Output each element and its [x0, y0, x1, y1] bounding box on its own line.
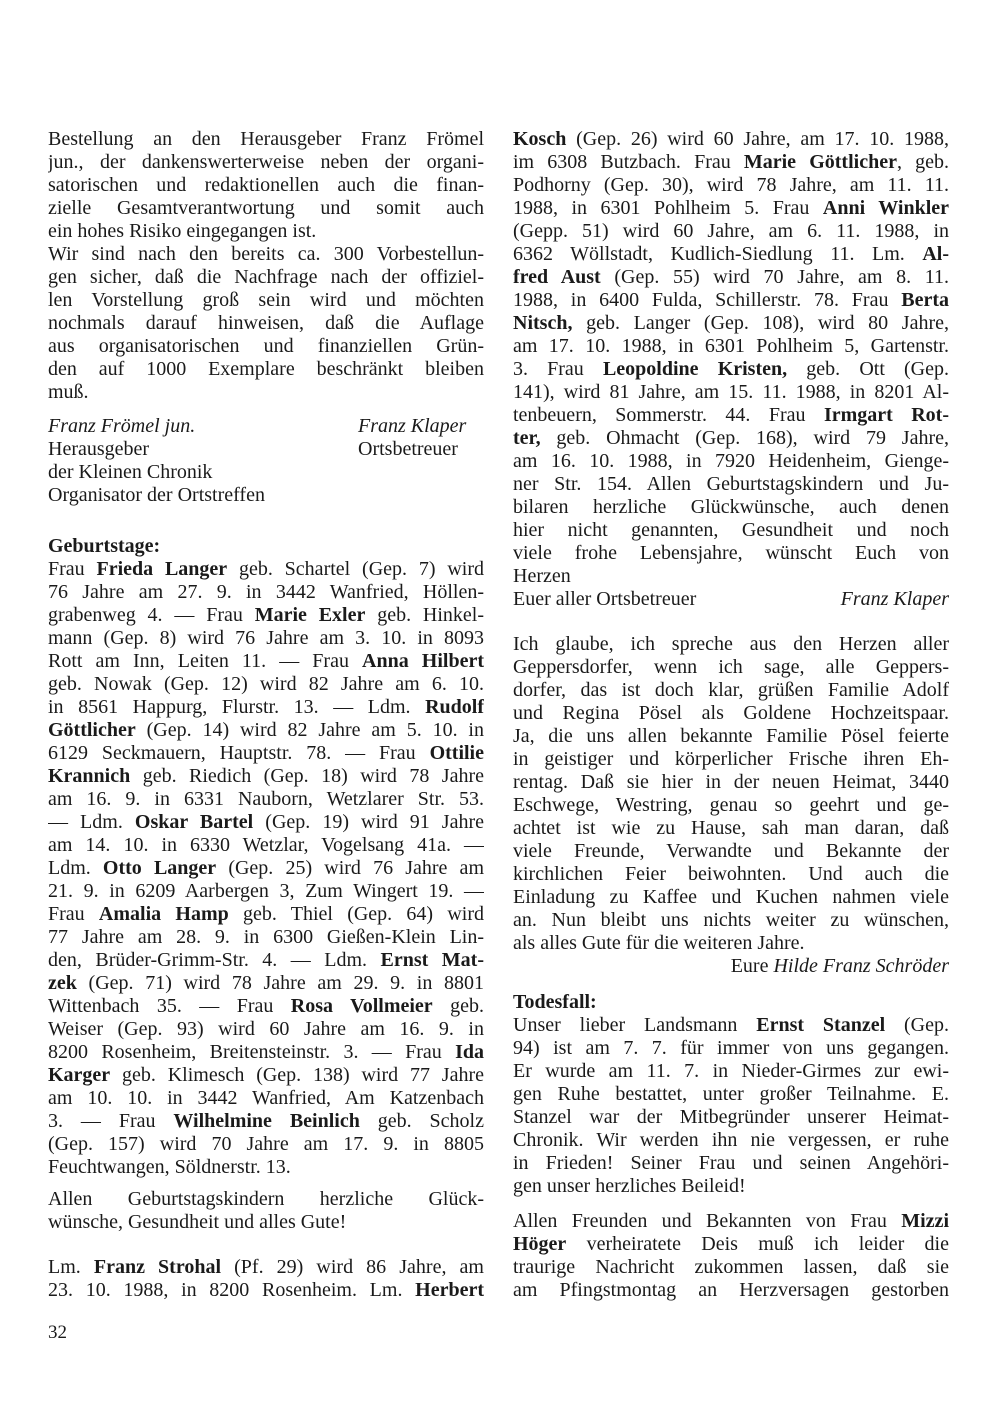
person-name: Mizzi	[901, 1210, 949, 1232]
text-line	[48, 128, 484, 151]
person-name: ter,	[513, 427, 541, 449]
person-name: Herbert	[415, 1279, 484, 1301]
text-run: (Gepp. 51) wird 60 Jahre, am 6. 11. 1988, in	[513, 220, 949, 242]
text-run: Frau	[48, 558, 97, 580]
left-column	[48, 0, 484, 1413]
text-run: Euer aller Ortsbetreuer	[513, 588, 697, 610]
text-run: am 16. 10. 1988, in 7920 Heidenheim, Gienge-	[513, 450, 949, 472]
person-name: Irmgart Rot-	[823, 404, 949, 426]
text-run: geb. Ohmacht (Gep. 168), wird 79 Jahre,	[540, 427, 949, 449]
text-line	[48, 289, 484, 312]
text-line	[48, 220, 484, 243]
text-run: (Gep. 14) wird 82 Jahre am 5. 10. in	[135, 719, 484, 741]
death-notice-section	[513, 991, 949, 1198]
text-line	[48, 1188, 484, 1211]
text-run: 1988, in 6400 Fulda, Schillerstr. 78. Frau	[513, 289, 902, 311]
signature-row	[48, 484, 484, 507]
text-line	[513, 335, 949, 358]
text-line	[513, 863, 949, 886]
birthdays-continued-paragraph	[513, 128, 949, 588]
text-run: Ortsbetreuer	[358, 438, 458, 460]
text-run: achtet ist wie zu Hause, sah man daran, daß	[513, 817, 949, 839]
text-run: (Gep. 157) wird 70 Jahre am 17. 9. in 8805	[48, 1133, 484, 1155]
text-run: (Gep. 26) wird 60 Jahre, am 17. 10. 1988,	[566, 128, 949, 150]
person-name: Karger	[48, 1064, 111, 1086]
text-line	[48, 358, 484, 381]
text-run: den auf 1000 Exemplare beschränkt bleiben	[48, 358, 484, 380]
text-line	[513, 358, 949, 381]
golden-wedding-paragraph	[513, 633, 949, 955]
text-run: geb. Hinkel-	[365, 604, 484, 626]
text-run: im 6308 Butzbach. Frau	[513, 151, 744, 173]
text-run: satorischen und redaktionellen auch die finan-	[48, 174, 484, 196]
text-run: Podhorny (Gep. 30), wird 78 Jahre, am 11. 11.	[513, 174, 949, 196]
signature-right	[731, 955, 949, 978]
text-run: in 8561 Happurg, Flurstr. 13. — Ldm.	[48, 696, 426, 718]
signature-right	[358, 438, 458, 461]
text-run: Weiser (Gep. 93) wird 60 Jahre am 16. 9. in	[48, 1018, 484, 1040]
person-name: Wilhelmine Beinlich	[173, 1110, 360, 1132]
section-heading: Geburtstage:	[48, 535, 161, 557]
text-run: geb. Scholz	[359, 1110, 484, 1132]
text-line	[48, 581, 484, 604]
text-run: muß.	[48, 381, 89, 403]
text-line	[48, 1256, 484, 1279]
strohal-paragraph	[48, 1256, 484, 1302]
person-name: Amalia Hamp	[98, 903, 229, 925]
text-run: Bestellung an den Herausgeber Franz Frömel	[48, 128, 484, 150]
text-run: Organisator der Ortstreffen	[48, 484, 265, 506]
text-line	[513, 473, 949, 496]
text-run: hier nicht genannten, Gesundheit und noch	[513, 519, 949, 541]
text-run: tenbeuern, Sommerstr. 44. Frau	[513, 404, 824, 426]
signature-row	[48, 438, 484, 461]
text-run: Eschwege, Westring, genau so geehrt und ge-	[513, 794, 949, 816]
text-run: (Gep. 25) wird 76 Jahre am	[216, 857, 484, 879]
text-line	[513, 1060, 949, 1083]
text-run: Ldm.	[48, 857, 103, 879]
person-name: Frieda Langer	[96, 558, 228, 580]
person-name: Rosa Vollmeier	[290, 995, 433, 1017]
text-line	[513, 886, 949, 909]
signature-row	[48, 415, 484, 438]
text-run: 23. 10. 1988, in 8200 Rosenheim. Lm.	[48, 1279, 416, 1301]
text-run: Geppersdorfer, wenn ich sage, alle Geppers-	[513, 656, 949, 678]
text-line	[513, 656, 949, 679]
person-name: Franz Strohal	[93, 1256, 222, 1278]
text-line	[48, 1133, 484, 1156]
text-run: (Gep. 19) wird 91 Jahre	[253, 811, 484, 833]
person-name: zek	[48, 972, 77, 994]
text-line	[513, 289, 949, 312]
person-name: Ida	[455, 1041, 484, 1063]
text-run: geb. Schartel (Gep. 7) wird	[227, 558, 484, 580]
ortsbetreuer-signature	[513, 588, 949, 611]
text-line	[48, 673, 484, 696]
text-run: wünsche, Gesundheit und alles Gute!	[48, 1211, 347, 1233]
signature-block	[48, 415, 484, 507]
text-run: in geistiger und körperlicher Frische ihren Eh-	[513, 748, 949, 770]
person-name: Marie Exler	[254, 604, 366, 626]
person-name: Nitsch,	[513, 312, 573, 334]
text-run: grabenweg 4. — Frau	[48, 604, 255, 626]
right-column	[513, 0, 949, 1413]
text-line	[513, 748, 949, 771]
intro-paragraph	[48, 128, 484, 243]
text-run: 3. — Frau	[48, 1110, 174, 1132]
text-line	[48, 811, 484, 834]
text-run: jun., der dankenswerterweise neben der organi-	[48, 151, 484, 173]
text-run: , geb.	[896, 151, 949, 173]
person-name: Krannich	[48, 765, 131, 787]
text-run: Ja, die uns allen bekannte Familie Pösel feierte	[513, 725, 949, 747]
text-line	[513, 1233, 949, 1256]
text-line	[513, 565, 949, 588]
text-line	[513, 725, 949, 748]
signature-name: Franz Frömel jun.	[48, 415, 196, 437]
signature-row	[48, 461, 484, 484]
text-line	[513, 519, 949, 542]
signature-left	[48, 484, 265, 507]
text-run: Stanzel war der Mitbegründer unserer Heimat-	[513, 1106, 949, 1128]
text-line	[513, 771, 949, 794]
text-run: mann (Gep. 8) wird 76 Jahre am 3. 10. in 8093	[48, 627, 484, 649]
text-run: 76 Jahre am 27. 9. in 3442 Wanfried, Höllen-	[48, 581, 484, 603]
text-line	[513, 932, 949, 955]
text-line	[513, 312, 949, 335]
signature-right	[841, 588, 949, 611]
text-line	[48, 1064, 484, 1087]
person-name: Göttlicher	[48, 719, 136, 741]
text-run: 3. Frau	[513, 358, 603, 380]
hoeger-paragraph	[513, 1210, 949, 1302]
text-line	[48, 742, 484, 765]
text-run: am 14. 10. in 6330 Wetzlar, Vogelsang 41a. —	[48, 834, 484, 856]
text-line	[48, 880, 484, 903]
text-line	[48, 1041, 484, 1064]
text-line	[513, 174, 949, 197]
text-line	[48, 857, 484, 880]
text-run: Chronik. Wir werden ihn nie vergessen, er ruhe	[513, 1129, 949, 1151]
text-run: 6362 Wöllstadt, Kudlich-Siedlung 11. Lm.	[513, 243, 923, 265]
text-line	[513, 450, 949, 473]
text-line	[513, 794, 949, 817]
text-run: aus organisatorischen und finanziellen Grün-	[48, 335, 484, 357]
text-run: bilaren herzliche Glückwünsche, auch denen	[513, 496, 949, 518]
text-run: Herausgeber	[48, 438, 150, 460]
text-run: in Frieden! Seiner Frau und seinen Angehöri-	[513, 1152, 949, 1174]
text-line	[48, 995, 484, 1018]
text-line	[513, 1152, 949, 1175]
text-line	[513, 1279, 949, 1302]
text-line	[48, 650, 484, 673]
text-line	[513, 197, 949, 220]
text-line	[48, 696, 484, 719]
person-name: Anna Hilbert	[362, 650, 484, 672]
text-line	[48, 903, 484, 926]
text-run: Wir sind nach den bereits ca. 300 Vorbestellun-	[48, 243, 484, 265]
person-name: Leopoldine Kristen,	[602, 358, 788, 380]
text-line	[48, 1087, 484, 1110]
text-line	[48, 381, 484, 404]
text-line	[513, 1037, 949, 1060]
page-number: 32	[48, 1322, 67, 1343]
text-run: Lm.	[48, 1256, 94, 1278]
text-run: kirchlichen Feier beiwohnten. Und auch die	[513, 863, 949, 885]
text-run: gen unser herzliches Beileid!	[513, 1175, 746, 1197]
text-line	[48, 604, 484, 627]
text-line	[513, 1175, 949, 1198]
schroeder-signature	[513, 955, 949, 978]
text-line	[48, 1110, 484, 1133]
person-name: Otto Langer	[102, 857, 217, 879]
text-run: 94) ist am 7. 7. für immer von uns gegangen.	[513, 1037, 949, 1059]
text-run: Rott am Inn, Leiten 11. — Frau	[48, 650, 363, 672]
text-run: 21. 9. in 6209 Aarbergen 3, Zum Wingert 19. —	[48, 880, 484, 902]
text-line	[513, 1106, 949, 1129]
text-run: traurige Nachricht zukommen lassen, daß sie	[513, 1256, 949, 1278]
signature-left	[48, 438, 149, 461]
text-run: den, Brüder-Grimm-Str. 4. — Ldm.	[48, 949, 381, 971]
text-run: ein hohes Risiko eingegangen ist.	[48, 220, 317, 242]
text-run: geb. Klimesch (Gep. 138) wird 77 Jahre	[110, 1064, 484, 1086]
text-line	[48, 558, 484, 581]
text-run: als alles Gute für die weiteren Jahre.	[513, 932, 805, 954]
text-line	[48, 834, 484, 857]
person-name: Berta	[901, 289, 949, 311]
preorder-paragraph	[48, 243, 484, 404]
text-line	[48, 949, 484, 972]
text-run: Er wurde am 11. 7. in Nieder-Girmes zur ewi-	[513, 1060, 949, 1082]
text-run: ner Str. 154. Allen Geburtstagskindern und Ju-	[513, 473, 949, 495]
text-run: Herzen	[513, 565, 571, 587]
signature-row	[513, 588, 949, 611]
text-line	[48, 197, 484, 220]
person-name: Ernst Mat-	[380, 949, 484, 971]
text-line	[513, 1210, 949, 1233]
text-line	[48, 266, 484, 289]
text-line	[513, 128, 949, 151]
text-run: (Gep. 55) wird 70 Jahre, am 8. 11.	[600, 266, 949, 288]
text-run: (Gep. 71) wird 78 Jahre am 29. 9. in 8801	[76, 972, 484, 994]
text-run: 8200 Rosenheim, Breitensteinstr. 3. — Frau	[48, 1041, 456, 1063]
text-line	[48, 765, 484, 788]
text-run: am 17. 10. 1988, in 6301 Pohlheim 5, Gartenstr.	[513, 335, 949, 357]
text-line	[513, 702, 949, 725]
text-run: und Regina Pösel als Goldene Hochzeitspaar.	[513, 702, 949, 724]
text-run: geb. Nowak (Gep. 12) wird 82 Jahre am 6. 10.	[48, 673, 484, 695]
text-run: verheiratete Deis muß ich leider die	[566, 1233, 949, 1255]
text-run: viele frohe Lebensjahre, wünscht Euch von	[513, 542, 949, 564]
text-run: geb. Ott (Gep.	[787, 358, 949, 380]
text-line	[513, 1083, 949, 1106]
text-line	[48, 627, 484, 650]
text-run: am Pfingstmontag an Herzversagen gestorben	[513, 1279, 949, 1301]
text-line	[48, 1156, 484, 1179]
birthdays-section	[48, 535, 484, 1179]
text-run: — Ldm.	[48, 811, 135, 833]
text-line	[48, 719, 484, 742]
text-run: dorfer, das ist doch klar, grüßen Familie Adolf	[513, 679, 949, 701]
text-run: 6129 Seckmauern, Hauptstr. 78. — Frau	[48, 742, 430, 764]
text-run: Einladung zu Kaffee und Kuchen nahmen viele	[513, 886, 949, 908]
text-line	[513, 817, 949, 840]
text-run: 77 Jahre am 28. 9. in 6300 Gießen-Klein Lin-	[48, 926, 484, 948]
text-line	[513, 427, 949, 450]
text-line	[513, 151, 949, 174]
person-name: Ottilie	[429, 742, 484, 764]
signature-name: Franz Klaper	[358, 415, 467, 437]
text-line	[48, 1211, 484, 1234]
text-line	[48, 1279, 484, 1302]
text-run: der Kleinen Chronik	[48, 461, 213, 483]
text-line	[48, 335, 484, 358]
text-line	[48, 312, 484, 335]
text-line	[513, 909, 949, 932]
text-run: Feuchtwangen, Söldnerstr. 13.	[48, 1156, 291, 1178]
text-line	[513, 1256, 949, 1279]
text-line	[48, 926, 484, 949]
text-run: Frau	[48, 903, 99, 925]
text-run: am 16. 9. in 6331 Nauborn, Wetzlarer Str. 53.	[48, 788, 484, 810]
person-name: Al-	[922, 243, 949, 265]
text-line	[513, 679, 949, 702]
text-run: Allen Freunden und Bekannten von Frau	[513, 1210, 902, 1232]
text-line	[513, 1014, 949, 1037]
signature-left	[513, 588, 696, 611]
text-line	[513, 496, 949, 519]
text-run: len Vorstellung groß sein wird und möchten	[48, 289, 484, 311]
text-run: 141), wird 81 Jahre, am 15. 11. 1988, in 8201 Al-	[513, 381, 949, 403]
text-run: (Gep.	[885, 1014, 949, 1036]
text-run: rentag. Daß sie hier in der neuen Heimat, 3440	[513, 771, 949, 793]
birthday-wishes-paragraph	[48, 1188, 484, 1234]
person-name: Kosch	[513, 128, 567, 150]
person-name: Oskar Bartel	[134, 811, 254, 833]
text-run: an. Nun bleibt uns nichts weiter zu wünschen,	[513, 909, 949, 931]
text-line	[513, 381, 949, 404]
text-run: Wittenbach 35. — Frau	[48, 995, 291, 1017]
text-line	[513, 266, 949, 289]
signature-left	[48, 415, 195, 438]
text-line	[513, 840, 949, 863]
text-run: zielle Gesamtverantwortung und somit auch	[48, 197, 484, 219]
signature-name: Hilde Franz Schröder	[773, 955, 949, 977]
text-line	[513, 633, 949, 656]
text-run: Ich glaube, ich spreche aus den Herzen aller	[513, 633, 949, 655]
person-name: fred Aust	[513, 266, 601, 288]
person-name: Höger	[513, 1233, 567, 1255]
text-line	[48, 788, 484, 811]
text-line	[48, 174, 484, 197]
text-run: am 10. 10. in 3442 Wanfried, Am Katzenbach	[48, 1087, 484, 1109]
text-line	[513, 243, 949, 266]
person-name: Marie Göttlicher	[743, 151, 897, 173]
signature-name: Franz Klaper	[840, 588, 949, 610]
text-run: (Pf. 29) wird 86 Jahre, am	[221, 1256, 484, 1278]
text-line	[48, 1018, 484, 1041]
section-heading: Todesfall:	[513, 991, 597, 1013]
person-name: Ernst Stanzel	[756, 1014, 886, 1036]
signature-row	[513, 955, 949, 978]
text-run: Unser lieber Landsmann	[513, 1014, 757, 1036]
signature-right	[358, 415, 466, 438]
text-line	[513, 220, 949, 243]
text-run: 1988, in 6301 Pohlheim 5. Frau	[513, 197, 823, 219]
text-run: viele Freunde, Verwandte und Bekannte der	[513, 840, 949, 862]
text-run: geb. Langer (Gep. 108), wird 80 Jahre,	[572, 312, 949, 334]
person-name: Rudolf	[425, 696, 484, 718]
text-line	[48, 972, 484, 995]
text-run: nochmals darauf hinweisen, daß die Auflage	[48, 312, 484, 334]
text-run: gen Ruhe bestattet, unter großer Teilnahme. E.	[513, 1083, 949, 1105]
text-run: geb. Riedich (Gep. 18) wird 78 Jahre	[130, 765, 484, 787]
signature-left	[48, 461, 212, 484]
text-line	[48, 243, 484, 266]
text-line	[513, 1129, 949, 1152]
text-run: Eure	[730, 955, 774, 977]
text-run: gen sicher, daß die Nachfrage nach der offiziel-	[48, 266, 484, 288]
text-line	[513, 542, 949, 565]
text-line	[513, 404, 949, 427]
text-run: geb.	[432, 995, 484, 1017]
text-line	[48, 151, 484, 174]
text-run: Allen Geburtstagskindern herzliche Glück-	[48, 1188, 484, 1210]
person-name: Anni Winkler	[822, 197, 949, 219]
text-run: geb. Thiel (Gep. 64) wird	[228, 903, 484, 925]
